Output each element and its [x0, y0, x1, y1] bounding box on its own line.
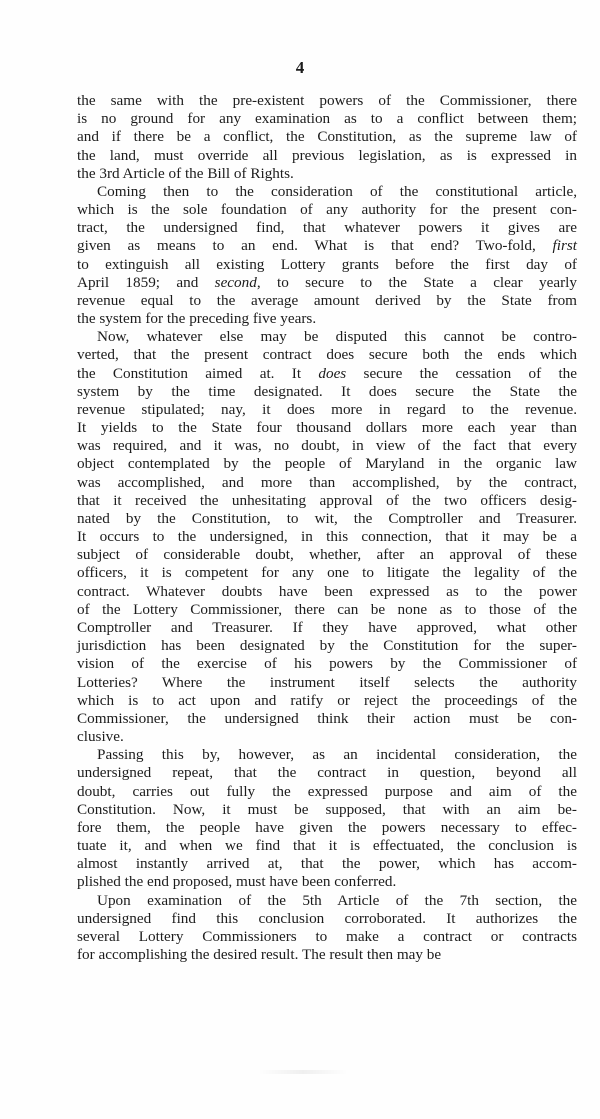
text-line: several Lottery Commissioners to make a contract or contracts	[77, 927, 577, 945]
text-line: object contemplated by the people of Maryland in the organic law	[77, 455, 577, 473]
text-line: clusive.	[77, 728, 124, 746]
text-line: the Constitution aimed at. It does secure the cessation of the	[77, 364, 577, 382]
text-line: Lotteries? Where the instrument itself selects the authority	[77, 673, 577, 691]
text-line: and if there be a conflict, the Constitution, as the supreme law of	[77, 128, 577, 146]
text-line: nated by the Constitution, to wit, the Comptroller and Treasurer.	[77, 509, 577, 527]
text-line: which is to act upon and ratify or reject the proceedings of the	[77, 691, 577, 709]
text-line: the land, must override all previous legislation, as is expressed in	[77, 146, 577, 164]
text-line: for accomplishing the desired result. The result then may be	[77, 946, 442, 964]
text-line: undersigned repeat, that the contract in question, beyond all	[77, 764, 577, 782]
text-line: Constitution. Now, it must be supposed, that with an aim be-	[77, 800, 577, 818]
text-line: It yields to the State four thousand dollars more each year than	[77, 419, 577, 437]
paragraph	[77, 746, 577, 891]
body-text	[77, 92, 577, 964]
text-line: plished the end proposed, must have been conferred.	[77, 873, 397, 891]
text-line: vision of the exercise of his powers by the Commissioner of	[77, 655, 577, 673]
text-line: doubt, carries out fully the expressed purpose and aim of the	[77, 782, 577, 800]
text-line: verted, that the present contract does secure both the ends which	[77, 346, 577, 364]
text-line: Now, whatever else may be disputed this cannot be contro-	[97, 328, 577, 346]
text-line: undersigned find this conclusion corroborated. It authorizes the	[77, 909, 577, 927]
text-line: was accomplished, and more than accomplished, by the contract,	[77, 473, 577, 491]
text-line: April 1859; and second, to secure to the State a clear yearly	[77, 273, 577, 291]
text-line: officers, it is competent for any one to litigate the legality of the	[77, 564, 577, 582]
text-line: Upon examination of the 5th Article of the 7th section, the	[97, 891, 577, 909]
text-line: tract, the undersigned find, that whatever powers it gives are	[77, 219, 577, 237]
text-line: fore them, the people have given the powers necessary to effec-	[77, 818, 577, 836]
text-line: system by the time designated. It does secure the State the	[77, 382, 577, 400]
text-line: Commissioner, the undersigned think their action must be con-	[77, 709, 577, 727]
text-line: Passing this by, however, as an incidental consideration, the	[97, 746, 577, 764]
text-line: is no ground for any examination as to a conflict between them;	[77, 110, 577, 128]
text-line: Coming then to the consideration of the constitutional article,	[97, 182, 577, 200]
text-line: given as means to an end. What is that end? Two-fold, first	[77, 237, 577, 255]
text-line: It occurs to the undersigned, in this connection, that it may be a	[77, 528, 577, 546]
text-line: of the Lottery Commissioner, there can be none as to those of the	[77, 600, 577, 618]
text-line: contract. Whatever doubts have been expressed as to the power	[77, 582, 577, 600]
text-line: to extinguish all existing Lottery grants before the first day of	[77, 255, 577, 273]
text-line: which is the sole foundation of any authority for the present con-	[77, 201, 577, 219]
paper-smudge	[258, 1070, 348, 1074]
text-line: tuate it, and when we find that it is effectuated, the conclusion is	[77, 837, 577, 855]
text-line: was required, and it was, no doubt, in view of the fact that every	[77, 437, 577, 455]
page-number: 4	[295, 58, 305, 77]
text-line: subject of considerable doubt, whether, after an approval of these	[77, 546, 577, 564]
paragraph	[77, 892, 577, 965]
paragraph	[77, 183, 577, 328]
text-line: that it received the unhesitating approval of the two officers desig-	[77, 491, 577, 509]
text-line: almost instantly arrived at, that the power, which has accom-	[77, 855, 577, 873]
paragraph	[77, 328, 577, 746]
text-line: the 3rd Article of the Bill of Rights.	[77, 164, 294, 182]
text-line: the same with the pre-existent powers of the Commissioner, there	[77, 92, 577, 109]
text-line: revenue stipulated; nay, it does more in regard to the revenue.	[77, 400, 577, 418]
paragraph	[77, 92, 577, 183]
text-line: revenue equal to the average amount derived by the State from	[77, 291, 577, 309]
text-line: the system for the preceding five years.	[77, 310, 317, 328]
text-line: Comptroller and Treasurer. If they have approved, what other	[77, 618, 577, 636]
text-line: jurisdiction has been designated by the Constitution for the super-	[77, 637, 577, 655]
